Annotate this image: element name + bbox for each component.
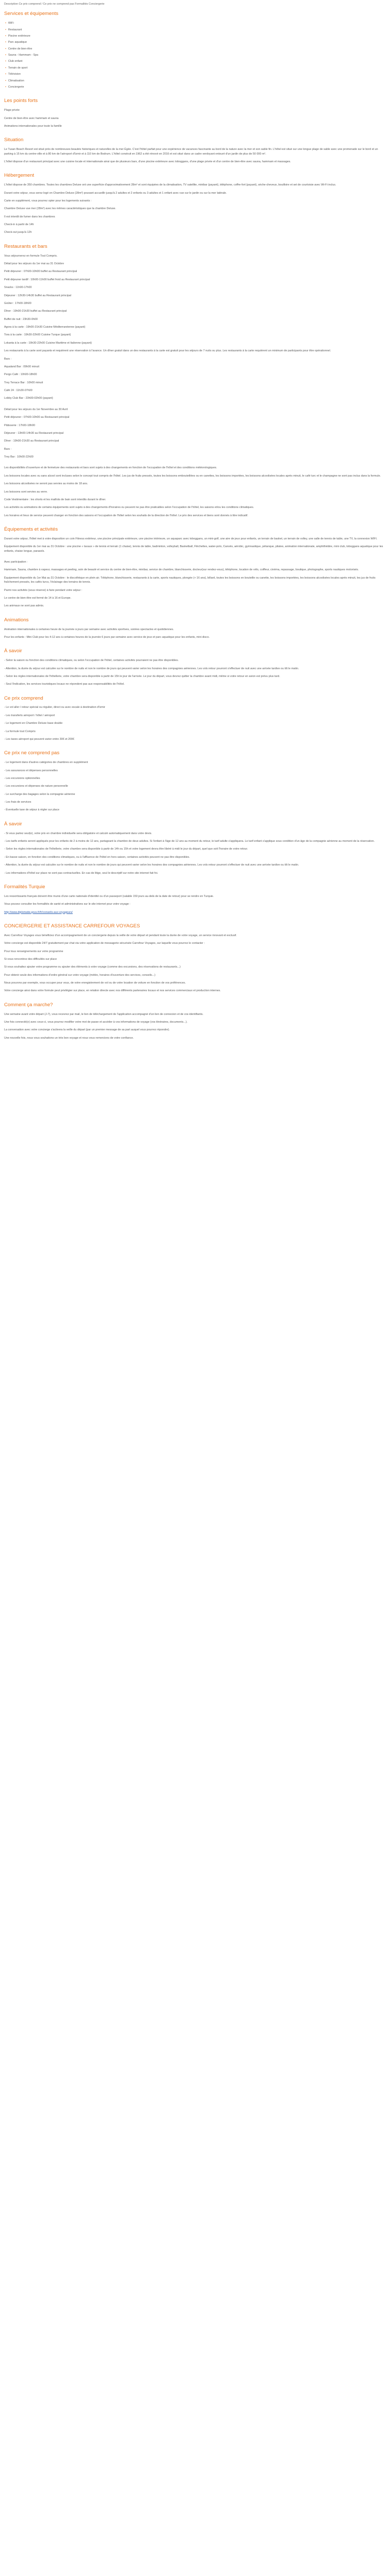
restaurants-paragraph: Code Vestimentaire : les shorts et les maillots de bain sont interdits durant le dîner. [4,498,106,501]
points-forts-list [4,108,387,128]
comment-paragraph: Une nouvelle fois, nous vous souhaitons un très bon voyage et nous vous remercions de votre confiance. [4,1036,134,1040]
animations-paragraph: Pour les enfants : Mini Club pour les 4-12 ans à certaines heures de la journée 6 jours par semaine avec service de jeux et parc aquatique pour les enfants, mini disco. [4,635,210,639]
animations-title: Animations [4,617,29,623]
a-savoir-item: - Seul l'indication, les services touristiques locaux ne répondent pas aux responsabilités de l'hôtel. [4,683,125,686]
comment-title: Comment ça marche? [4,1002,53,1008]
restaurants-paragraph: Les restaurants à la carte sont payants et requièrent une réservation à l'avance. Un dîner gratuit dans un des restaurants à la carte est gratuit pour les séjours de 7 nuits ou plus. Les restaurants à la carte requièrent un minimum de participants pour être opérationnel. [4,349,331,353]
prix-ne-comprend-item: - Éventuelle taxe de séjour à régler sur place [4,808,59,812]
equipements-paragraph: Les animaux ne sont pas admis. [4,604,44,608]
comment-paragraph: La conversation avec votre concierge s'activera la veille du départ (par un premier message de sa part auquel vous pourrez répondre). [4,1028,170,1032]
restaurants-paragraph: Les activités ou animations de certains équipements sont sujets à des changements d'horaires ou peuvent ne pas être praticables selon l'occupation de l'hôtel, les saisons et/ou les conditions climatiques. [4,506,254,510]
bar-entry: Pergo Café : 10h00-18h00 [4,373,37,377]
service-item: • Conciergerie [5,85,387,89]
a-savoir-list [4,832,387,875]
prix-ne-comprend-item: - Les frais de services [4,801,31,804]
conciergerie-item: Nous pouvons par exemple, vous occuper pour vous, de votre enregistrement de vol ou de votre location de voiture en fonction de vos préférences. [4,981,186,985]
formula-text: Vous séjournerez en formule Tout Compris. [4,254,58,258]
product-description [0,0,391,1040]
points-forts-item: Animations internationales pour toute la famille [4,124,62,128]
prix-comprend-item: - Le vol aller / retour spécial ou régulier, direct ou avec escale à destination d'Izmir [4,706,105,709]
service-item: • Parc aquatique [5,40,387,44]
conciergerie-list [4,950,387,986]
a-savoir-item: - Attention, la durée du séjour est calculée sur le nombre de nuits et non le nombre de jours qui peuvent varier selon les horaires des compagnies aériennes. Les vols retour pourront s'effectuer de nuit avec une arrivée tardive ou tôt le matin. [4,863,299,867]
situation-paragraph: Le Tusan Beach Resort est situé près de nombreuses beautés historiques et naturelles de la mer Égée. C'est l'hôtel parfait pour une expérience de vacances fascinante au bord de la nature avec la mer et son sable fin. L'hôtel est situé sur une longue plage de sable avec une promenade sur le bord et un parking à 15 km du centre-ville et à 80 km de l'aéroport d'Izmir et à 110 km de Bodrum. L'hôtel construit en 1962 a été rénové en 2016 et est situé dans un cadre verdoyant entouré d'un jardin de plus de 50 000 m². [4,148,378,156]
schedule-entry: Petit déjeuner tardif : 10h00-11h00 buffet froid au Restaurant principal [4,278,90,281]
restaurants-title: Restaurants et bars [4,243,47,249]
a-savoir-item: - En basse saison, en fonction des conditions climatiques, ou à l'affluence de l'hôtel en hors saison, certaines activités peuvent ne pas être disponibles. [4,855,190,859]
conciergerie-item: Pour obtenir seule des informations d'ordre général sur votre voyage (météo, horaires d'ouverture des services, conseils...) [4,973,155,977]
conciergerie-paragraph: Votre concierge ainsi dans votre formule peut privilégier sur place, en relation directe avec nos différents partenaires locaux et nos services commerciaux et production internes. [4,989,221,993]
service-item: • WiFi [5,21,387,25]
bars-list [4,365,387,401]
prix-ne-comprend-item: - Le logement dans d'autres catégories de chambres en supplément [4,761,88,765]
prix-ne-comprend-title: Ce prix ne comprend pas [4,750,60,756]
conciergerie-title: CONCIERGERIE ET ASSISTANCE CARREFOUR VOYAGES [4,923,140,929]
formalites-paragraph: Vous pouvez consulter les formalités de santé et administratives sur le site internet pour votre voyage : [4,903,131,906]
conciergerie-item: Pour tous renseignements sur votre programme [4,950,63,953]
bars-label: Bars : [4,447,12,451]
hebergement-title: Hébergement [4,173,35,179]
schedule-entry: Déjeuner : 12h30-14h30 buffet au Restaurant principal [4,294,71,297]
hebergement-paragraph: Durant votre séjour, vous serez logé en Chambre Deluxe (28m²) pouvant accueillir jusqu'à 2 adultes et 2 enfants ou 3 adultes et 1 enfant avec vue sur le jardin ou sur la mer latérale. [4,191,227,195]
check-out-text: Check-out jusqu'à 12h [4,231,32,234]
bars-label: Bars : [4,357,12,361]
prix-ne-comprend-item: - Les excursions et dépenses de nature personnelle [4,785,68,788]
restaurant-schedule [4,269,387,345]
service-item: • Centre de bien-être [5,47,387,51]
breadcrumb[interactable]: Description Ce prix comprend / Ce prix ne comprend pas Formalités Conciergerie [4,3,105,6]
equipements-title: Équipements et activités [4,527,58,533]
services-list [4,21,387,89]
a-savoir-item: - Selon les règles internationales de l'hôtellerie, votre chambre sera disponible à partir de 15h le jour de l'arrivée. Le jour du départ, vous devrez quitter la chambre avant midi, même si votre retour en avion est prévu plus tard. [4,674,280,678]
prix-ne-comprend-item: - Le surcharge des bagages selon la compagnie aérienne [4,792,75,796]
check-in-text: Check-in à partir de 14h [4,223,34,227]
a-savoir-list [4,658,387,687]
bars-list [4,455,387,459]
service-item: • Télévision [5,72,387,76]
points-forts-item: Centre de bien-être avec hammam et sauna [4,116,59,120]
conciergerie-item: Si vous rencontrez des difficultés sur place [4,957,57,961]
bar-entry: Lobby Club Bar : 23h00-02h00 (payant) [4,397,53,400]
restaurants-paragraph: Les horaires et lieux de service peuvent changer en fonction des saisons et l'occupation de l'hôtel selon les souhaits de la direction de l'hôtel. Le prix des services et biens sont donnés à titre indicatif. [4,514,248,517]
conciergerie-paragraph: Votre concierge est disponible 24/7 gratuitement par chat via votre application de messagerie sécurisée Carrefour Voyages, sur laquelle vous pourrez le contacter : [4,942,205,945]
conciergerie-paragraph: Avec Carrefour Voyages vous bénéficiez d'un accompagnement de un conciergerie depuis la veille de votre départ et pendant toute la durée de votre voyage, un service innovant et exclusif. [4,934,237,937]
restaurants-paragraph: Les boissons locales avec ou sans alcool sont incluses selon le concept tout compris de l'hôtel. Les jus de fruits pressés, toutes les boissons embouteillées ou en canettes, les boissons importées, les boissons alcoolisées locales après minuit, le café turc et le champagne ne sont pas inclus dans la formule. [4,474,381,478]
restaurants-paragraph: Les boissons alcoolisées ne seront pas servies au moins de 18 ans. [4,482,88,486]
hebergement-paragraph: L'hôtel dispose de 350 chambres. Toutes les chambres Deluxe ont une superficie d'approximativement 28m² et sont équipées de la climatisation, TV satellite, minibar (payant), téléphone, coffre-fort (payant), sèche-cheveux, bouilloire et set de courtoisie avec Wi-Fi inclus. [4,183,336,187]
schedule-entry: Snacks : 11h00-17h00 [4,286,32,290]
a-savoir-item: - Selon la saison ou fonction des conditions climatiques, ou selon l'occupation de l'hôtel, certaines activités pourraient ne pas être disponibles. [4,659,179,663]
schedule-entry: Déjeuner : 13h00-14h30 au Restaurant principal [4,431,64,435]
equipements-paragraph: Le centre de bien-être est fermé de 14 à 16 et Europe. [4,596,72,600]
prix-comprend-item: - La formule tout Compris [4,730,36,733]
services-title: Services et équipements [4,11,59,17]
service-item: • Terrain de sport [5,66,387,70]
hebergement-paragraph: Carte en supplément, vous pourrez opter pour les logements suivants : [4,199,92,202]
situation-title: Situation [4,137,24,143]
prix-comprend-title: Ce prix comprend [4,695,43,701]
prix-ne-comprend-list [4,760,387,812]
hebergement-paragraph: Chambre Deluxe vue mer (28m²) avec les mêmes caractéristiques que la chambre Deluxe. [4,207,116,211]
restaurants-paragraph: Les boissons sont servies au verre. [4,490,48,494]
schedule-entry: Tora à la carte : 19h30-22h00 Cuisine Turque (payant) [4,333,71,337]
situation-paragraph: L'hôtel dispose d'un restaurant principal avec une cuisine locale et internationale ainsi que de plusieurs bars, d'une piscine extérieure avec toboggans, d'une plage privée et d'un centre de bien-être avec sauna, hammam et massages. [4,160,291,163]
schedule-entry: Dîner : 19h00-21h30 buffet au Restaurant principal [4,310,67,313]
schedule-entry: Pâtisserie : 17h00-18h00 [4,423,35,427]
schedule-entry: Dîner : 19h00-21h30 au Restaurant principal [4,439,59,443]
equipements-paragraph: Avec participation : [4,561,28,564]
prix-ne-comprend-item: - Les excursions optionnelles [4,776,40,780]
diplomatie-link[interactable]: http://www.diplomatie.gouv.fr/fr/conseils-aux-voyageurs/ [4,910,73,914]
service-item: • Sauna - Hammam - Spa [5,53,387,57]
schedule-entry: Petit déjeuner : 07h00-10h00 au Restaurant principal [4,416,70,419]
a-savoir-item: - Attention, la durée du séjour est calculée sur le nombre de nuits et non le nombre de jours qui peuvent varier selon les horaires des compagnies aériennes. Les vols retour pourront s'effectuer de nuit avec une arrivée tardive ou tôt le matin. [4,667,299,670]
restaurants-paragraph: Les disponibilités d'ouverture et de fermeture des restaurants et bars sont sujets à des changements en fonction de l'occupation de l'hôtel et des conditions météorologiques. [4,466,217,470]
animations-paragraph: Animation internationales à certaines heure de la journée à jours par semaine avec activités sportives, soirées spectacles et quotidiennes. [4,628,174,631]
formalites-title: Formalités Turquie [4,884,45,890]
schedule-entry: Agora à la carte : 19h00-21h30 Cuisine Méditerranéenne (payant) [4,326,86,329]
period-label: Détail pour les séjours du 1er mai au 31 Octobre [4,262,64,266]
schedule-entry: Lokanta à la carte : 19h30-22h00 Cuisine Maritime et Italienne (payant) [4,341,92,345]
service-item: • Climatisation [5,79,387,83]
prix-comprend-item: - Les taxes aéroport qui peuvent varier entre 30€ et 200€ [4,737,75,741]
schedule-entry: Goûter : 17h00-18h00 [4,301,31,305]
comment-paragraph: Une semaine avant votre départ (J-7), vous recevrez par mail, le lien de téléchargement de l'application accompagné d'un lien de connexion et de vos identifiants. [4,1012,204,1016]
points-forts-item: Plage privée [4,109,20,112]
prix-ne-comprend-item: - Les assurances et dépenses personnelles [4,769,58,772]
period-label: Détail pour les séjours du 1er Novembre au 30 Avril [4,408,68,411]
bar-entry: Trey Bar : 10h00-22h00 [4,455,34,459]
equipements-paragraph: Équipement disponible du 1er mai au 31 Octobre : une piscine « lavaux » de tennis et terrain (1 chaise), tennis de table, badminton, volleyball, Basketball, Fléchettes, water-polo, Canoës, aérobic, gymnastique, pétanque, pilates, animation internationale, amphithéâtre, mini club, toboggans aquatique pour les enfants, chaise longue, parasols. [4,545,383,553]
prix-comprend-list [4,705,387,741]
schedule-entry: Buffet de nuit : 23h30-0h00 [4,317,38,321]
comment-paragraph: Une fois connecté(e) avec ceux-ci, vous pourrez modifier votre mot de passe et accéder à vos informations de voyage (vos itinéraires, documents...). [4,1021,188,1024]
a-savoir-item: - Si vous partez seul(e), votre prix en chambre individuelle sera obligatoire et calculé automatiquement dans votre devis. [4,832,152,835]
equipements-paragraph: Hammam, Sauna, chambre à vapeur, massages et peeling, soin de beauté et service du centre de bien-être, minibar, service de chambre, blanchisserie, docteur(sur rendez-vous), téléphone, location de vélo, coiffeur, cinéma, repassage, boutique, photographe, sports nautiques motorisés. [4,568,359,572]
a-savoir-item: - Selon les règles internationales de l'hôtellerie, votre chambre sera disponible à partir de 14h ou 15h et votre logement devra être libéré à midi le jour du départ, quel que soit l'horaire de votre retour. [4,848,248,851]
a-savoir-title: À savoir [4,648,22,654]
service-item: • Club enfant [5,59,387,63]
service-item: • Restaurant [5,28,387,32]
prix-comprend-item: - Le logement en Chambre Deluxe base double [4,722,63,725]
a-savoir-item: - Les tarifs enfants seront appliqués pour les enfants de 2 à moins de 12 ans, partageant la chambre de deux adultes. Si l'enfant à l'âge de 12 ans au moment du retour, le tarif adulte s'appliquera. Le tarif enfant s'applique sous condition d'un âge de la compagnie aérienne au moment de la réservation. [4,840,375,843]
equipements-paragraph: Équipement disponible du 1er Mai au 31 Octobre : le discothèque en plein air. Téléphone, blanchisserie, restaurants à la carte, sports nautiques, plongée (+ 16 ans), billard, toutes les boissons en bouteille ou canette, les boissons importées, les boissons alcoolisées locales après minuit, les jus de fruits fraîchement pressés, les cafés turcs, l'éclairage des terrains de tennis. [4,576,376,584]
restaurant-schedule [4,415,387,444]
bar-entry: Café 24 : 11h30-07h00 [4,389,32,393]
equipements-paragraph: Durant votre séjour, l'hôtel met à votre disposition un coin Fitness extérieur, une piscine principale extérieure, une piscine intérieure, un aquaparc avec toboggans, un mini-golf, une aire de jeux pour enfants, un terrain de basket, un terrain de volley, une salle de tennis de table, une TV, la connexion WIFI. [4,537,378,540]
bar-entry: Trey Terrace Bar : 10h00 minuit [4,381,43,384]
schedule-entry: Petit déjeuner : 07h00-10h00 buffet au Restaurant principal [4,270,77,274]
equipements-paragraph: Parmi nos activités (sous réserve) à faire pendant votre séjour : [4,588,83,592]
prix-comprend-item: - Les transferts aéroport / hôtel / aéroport [4,714,55,717]
a-savoir-title: À savoir [4,821,22,827]
service-item: • Piscine extérieure [5,34,387,38]
a-savoir-item: - Les informations d'hôtel sur place ne sont pas contractuelles. En cas de litige, seul le descriptif sur notre site internet fait foi. [4,871,158,875]
points-forts-title: Les points forts [4,98,38,104]
conciergerie-item: Si vous souhaitez ajouter votre programme ou ajouter des éléments à votre voyage (comme des excursions, des réservations de restaurants...) [4,965,181,969]
hebergement-paragraph: Il est interdit de fumer dans les chambres [4,215,55,218]
bar-entry: Aqualand Bar : 09h00 minuit [4,365,40,368]
formalites-paragraph: Les ressortissants français doivent être munis d'une carte nationale d'identité ou d'un passeport (valable 150 jours au-delà de la date de retour) pour se rendre en Turquie. [4,894,214,898]
